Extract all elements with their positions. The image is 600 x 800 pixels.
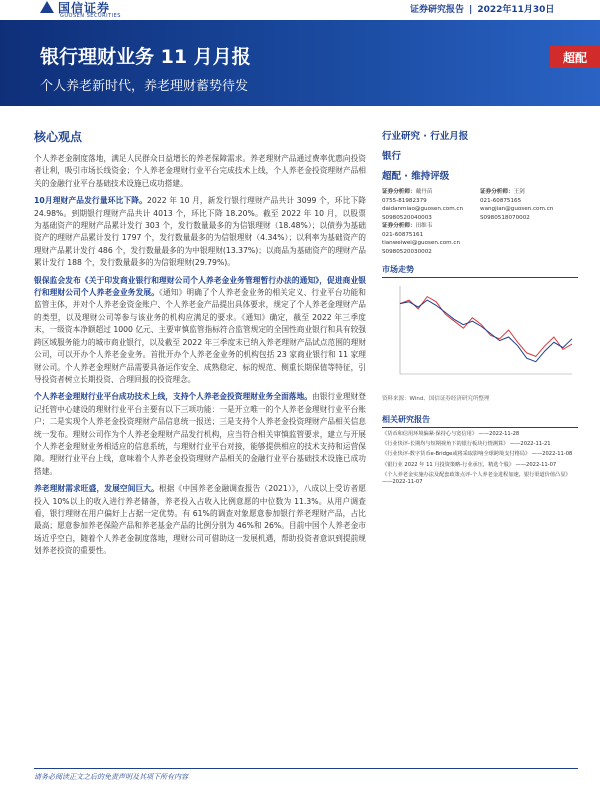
analyst-name: 戴丹苗 (415, 189, 433, 195)
analyst-role: 证券分析师： (382, 223, 416, 229)
paragraph-3-body: 《通知》明确了个人养老金业务的相关定义、行业平台功能和监管主体，并对个人养老金资金账户、个人养老金产品提出具体要求，规定了个人养老金理财产品的类型，以及理财公司等参与该业务的机构应满足的要求。《通知》确定，截至 2022 年三季度末，一级资本净额超过 1000 亿元、主要审慎监管指标符合监管规定的全国性商业银行和具有较强跨区域服务能力的城市商业银行，以及截至 2022 年三季度末已纳入养老理财产品试点范围的理财公司，可以开办个人养老金业务。首批开办个人养老金业务的机构包括 23 家商业银行和 11 家理财公司。个人养老金理财产品需要具备运作安全、成熟稳定、标的规范、侧重长期保值等特征，引导投资者树立长期投资、合理回报的投资理念。 (34, 288, 366, 384)
paragraph-3 (34, 275, 366, 387)
report-title: 银行理财业务 11 月月报 (40, 46, 251, 68)
related-report-item[interactable]: 《行业快评-数字货币e-Bridge或将采取影响全球跨境支付格局》 ——2022-11-08 (382, 451, 573, 458)
analyst-email[interactable]: wangjian@guosen.com.cn (480, 206, 554, 212)
logo-icon (40, 1, 54, 13)
market-trend-chart (382, 278, 578, 388)
paragraph-5-body: 根据《中国养老金融调查报告（2021）》，八成以上受访者愿投入 10%以上的收入进行养老储备，养老投入占收入比例意愿的中位数为 11.3%。从用户调查看，银行理财在用户偏好上占据一定优势。有 61%的调查对象愿意参加银行养老理财产品，占比最高；愿意参加养老保险产品和养老基金产品的比例分别为 46%和 26%。目前中国个人养老金市场近乎空白，随着个人养老金制度落地，理财公司可借助这一发展机遇，帮助投资者意识到提前规划养老投资的重要性。 (34, 484, 366, 556)
series-line-0 (400, 297, 572, 357)
main-column (34, 128, 366, 563)
footer-divider (34, 768, 578, 769)
rating-badge: 超配 (550, 46, 600, 68)
report-type: 证券研究报告 (410, 5, 465, 15)
analyst-phone: 0755-81982379 (382, 197, 427, 204)
analyst-phone: 021-60875165 (480, 197, 522, 204)
paragraph-5 (34, 483, 366, 557)
rating-label: 超配 · 维持评级 (382, 171, 450, 182)
related-report-item[interactable]: 《货币和信用环境偏紧·保持心与宽信用》 ——2022-11-28 (382, 431, 520, 437)
analyst-card (382, 188, 480, 222)
logo (40, 0, 110, 14)
paragraph-5-highlight: 养老理财需求旺盛，发展空间巨大。 (34, 484, 159, 494)
title-banner (0, 20, 600, 106)
series-line-1 (400, 300, 572, 362)
analyst-name: 田维韦 (415, 223, 433, 229)
paragraph-1: 个人养老金制度落地，满足人民群众日益增长的养老保障需求。养老理财产品通过费率优惠向投资者让利，吸引市场长线资金；个人养老金理财行业平台完成技术上线，个人养老金投资理财产品相关的金融行业平台基础技术设施已成功搭建。 (34, 154, 366, 188)
paragraph-2-body: 2022 年 10 月，新发行银行理财产品共计 3099 个，环比下降 24.98%。到期银行理财产品共计 4013 个，环比下降 18.20%。截至 2022 年 10 月，以股票为基础资产的理财产品累计发行 303 个，发行数量最多的为信银理财（18.48%）；以债券为基础资产的理财产品累计发行 1797 个，发行数量最多的为信银理财（4.34%）；以利率为基础资产的理财产品累计发行 486 个，发行数量最多的为中银理财(13.37%)；以商品为基础资产的理财产品累计发行 188 个，发行数量最多的为信银理财(29.79%)。 (34, 196, 366, 268)
analyst-email[interactable]: daidanmiao@guosen.com.cn (382, 206, 464, 212)
paragraph-4-highlight: 个人养老金理财行业平台成功技术上线，支持个人养老金投资理财业务全面落地。 (34, 392, 312, 402)
report-subtitle: 个人养老新时代，养老理财蓄势待发 (40, 79, 249, 94)
market-trend-title: 市场走势 (382, 264, 578, 278)
related-report-item[interactable]: 《银行业 2022 年 11 月投资策略-行业承压，精选个股》 ——2022-11-07 (382, 461, 557, 468)
analyst-list (382, 188, 578, 256)
core-view-heading: 核心观点 (34, 130, 83, 144)
analyst-name: 王剑 (513, 189, 525, 195)
analyst-email[interactable]: tianweiwei@guosen.com.cn (382, 240, 460, 246)
paragraph-4-body: 由银行业理财登记托管中心建设的理财行业平台主要有以下三项功能：一是开立唯一的个人养老金理财行业平台账户；二是实现个人养老金投资理财产品信息统一报送；三是支持个人养老金投资理财产品相关信息统一发布。理财公司作为个人养老金理财产品发行机构，应当符合相关审慎监管要求，建立与开展个人养老金理财业务相适应的信息系统，与理财行业平台对接，能够提供相应的技术支持和运营保障。理财行业平台上线，意味着个人养老金投资理财产品相关的金融行业平台基础技术设施已成功搭建。 (34, 392, 366, 476)
related-report-item[interactable]: 《行业快评-长期均与短期视角下的银行板块行情测算》 ——2022-11-21 (382, 441, 551, 448)
related-report-item[interactable]: 《个人养老金实施办法及配套政策点评-个人养老金进程加速，银行渠道价值凸显》 ——2022-11-07 (382, 471, 571, 486)
analyst-id: S0980520030002 (382, 248, 432, 255)
analyst-role: 证券分析师： (480, 189, 514, 195)
analyst-card (480, 188, 578, 222)
report-date: 2022年11月30日 (477, 5, 555, 15)
side-column (382, 128, 578, 486)
chart-source: 资料来源：Wind、国信证券经济研究所整理 (382, 396, 490, 402)
analyst-phone: 021-60875161 (382, 231, 424, 238)
sector-label: 银行 (382, 151, 402, 162)
related-reports-title: 相关研究报告 (382, 414, 578, 428)
industry-label: 行业研究 · 行业月报 (382, 131, 469, 142)
analyst-role: 证券分析师： (382, 189, 416, 195)
logo-english: GUOSEN SECURITIES (60, 13, 121, 19)
paragraph-2 (34, 195, 366, 269)
paragraph-2-highlight: 10月理财产品发行量环比下降。 (34, 196, 148, 206)
logo-text: 国信证券 (58, 0, 111, 15)
paragraph-4 (34, 391, 366, 478)
paragraph-3-highlight: 银保监会发布《关于印发商业银行和理财公司个人养老金业务管理暂行办法的通知》，促进商业银行和理财公司个人养老金业务发展。 (34, 275, 366, 298)
top-bar (0, 0, 600, 18)
analyst-card (382, 222, 480, 256)
analyst-id: S0980520040003 (382, 214, 432, 221)
disclaimer-note: 请务必阅读正文之后的免责声明及其项下所有内容 (34, 773, 188, 781)
report-header-info: 证券研究报告 | 2022年11月30日 (410, 5, 555, 15)
analyst-id: S0980518070002 (480, 214, 530, 221)
